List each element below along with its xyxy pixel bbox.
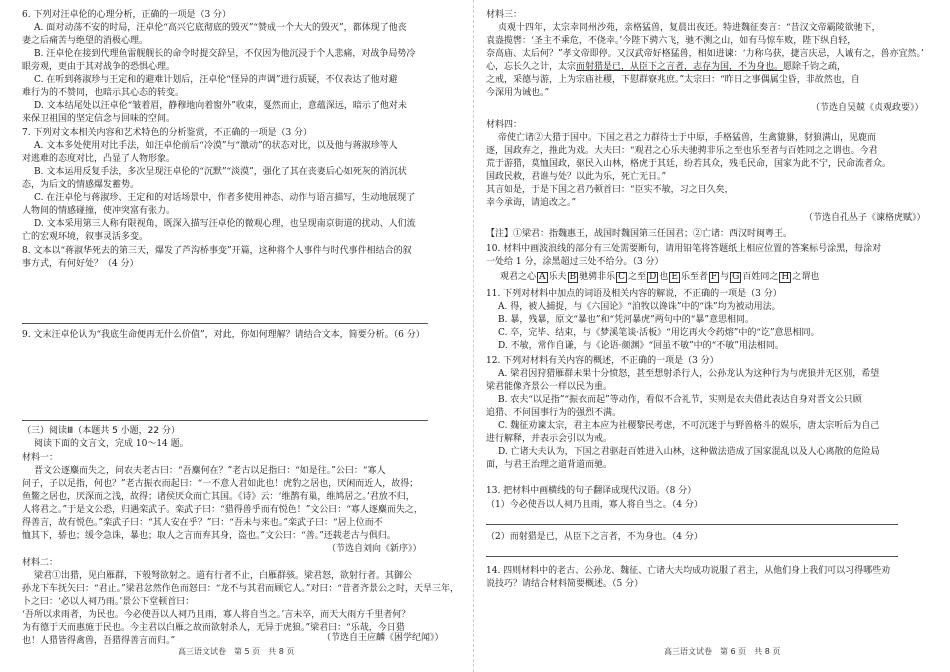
material3-line: 贞观十四年，太宗幸同州沙苑，亲格猛兽，复晨出夜还。特进魏征奏言：“昔汉文帝霸陵欲驰下， (498, 23, 881, 33)
material1-line: 人将君之。”于是文公恐，归遇栾武子。栾武子曰：“猎得兽乎而有悦色！”文公曰：“寡人逐麋而失之， (22, 505, 423, 515)
q10-text: 也 (659, 272, 669, 282)
q12-option-a-cont: 梁君能像齐景公一样以民为重。 (486, 382, 613, 392)
material4-line: 荒于游猎，莫恤国政，驱民入山林，格虎于其廷，纷若其众，残毛民命，国家为此不宁，民命流者众。 (486, 159, 892, 169)
material1-line: 鱼鳖之居也，厌深而之浅，故得；诸侯厌众而亡其国。《诗》云：‘维鹊有巢，维鸠居之。’君放不归， (22, 492, 415, 502)
q10-text: 乐至者 (680, 272, 708, 282)
q6-option-c: C. 在听到蒋淑珍与王定和的避难计划后，汪卓伦“怪异的声调”进行质疑，不仅表达了他对避 (34, 75, 398, 85)
q6-stem: 6. 下列对汪卓伦的心理分析，正确的一项是（3 分） (22, 10, 232, 20)
section3-title: （三）阅读Ⅲ（本题共 5 小题，22 分） (22, 426, 180, 436)
q10-text: 观君之心 (500, 272, 537, 282)
q6-option-a: A. 面对动荡不安的时局，汪卓伦“高兴它底彻底的毁灭”“赞成一个大大的毁灭”，都体现了他丧 (34, 23, 407, 33)
q10-mark-g[interactable]: G (732, 272, 740, 282)
q10-text: 驰骋非乐 (579, 272, 616, 282)
material1-source: （节选自刘向《新序》） (327, 544, 422, 554)
q10-text: 乐夫 (548, 272, 567, 282)
material3-line: 之戒，采德与游，上为宗庙社稷，下慰群寮兆庶。”太宗曰：“昨日之事偶属尘昏，非故然也，自 (486, 75, 860, 85)
material1-line: 问子，子以足指，何也？”老古振衣而起曰：“一不意人君如此也！虎豹之居也，厌闲而近人，故得； (22, 479, 419, 489)
q11-option-a: A. 得，被人捕捉，与《六国论》“洎牧以谗诛”中的“诛”均为被动用法。 (498, 302, 781, 312)
q13-answer-line-2 (486, 556, 898, 557)
material2-line: 梁君①出猎，见白雁群，下彀弩欲射之。道有行者不止，白雁群骇。梁君怒，欲射行者。其御公 (34, 571, 413, 581)
q13-stem: 13. 把材料中画横线的句子翻译成现代汉语。（8 分） (486, 486, 697, 496)
q7-option-b: B. 文本运用反复手法，多次呈现汪卓伦的“沉默”“淡漠”，强化了其在丧妻后心如死灰的消沉状 (34, 167, 407, 177)
material3-line-start: 心，忘长久之计， (486, 62, 559, 72)
q6-option-d-cont: 来保卫祖国的坚定信念与回味的空间。 (22, 114, 176, 124)
q7-option-d: D. 文本采用第三人称有限视角，既深入描写汪卓伦的微观心理，也呈现南京街道的扰动、人们流 (34, 219, 416, 229)
q11-option-d: D. 不敏，常作自谦，与《论语·颜渊》“回虽不敏”中的“不敏”用法相同。 (498, 341, 784, 351)
q8-answer-line (22, 323, 428, 324)
q10-text: 之谓也 (792, 272, 820, 282)
q6-option-d: D. 文本结尾处以汪卓伦“皱着眉，静穆地向着窗外”收束，戛然而止，意蕴深远，暗示了他对未 (34, 101, 407, 111)
page-divider (473, 0, 474, 672)
q10-mark-c[interactable]: C (618, 272, 626, 282)
q12-option-d: D. 亡诸大夫认为，下国之君驱赶百姓进入山林，这种做法造成了国家混乱以及人心离散的危险局 (498, 447, 880, 457)
q12-stem: 12. 下列对材料有关内容的概述，不正确的一项是（3 分） (486, 356, 719, 366)
material3-line: 奈高庙、太后何？”孝文帝即停。又汉武帝好格猛兽，相如进谏：‘力称乌获，捷言庆忌，人诚有之，兽亦宜然。’ (486, 49, 924, 59)
footnote: 【注】①梁君：指魏惠王，战国时魏国第三任国君；②亡诸：西汉时闽粤王。 (486, 229, 793, 239)
q6-option-c-cont: 难行为的不赞同，也暗示其心态的转变。 (22, 88, 185, 98)
q10-mark-a[interactable]: A (539, 272, 546, 282)
material2-label: 材料二： (22, 558, 59, 568)
material3-line (486, 62, 846, 73)
material2-line: 孙龙下车抚矢曰：“君止。”梁君忿然作色而怒曰：“龙不与其君而顾它人。”对曰：“昔者齐景公之时，天旱三年， (22, 584, 460, 594)
q10-mark-f[interactable]: F (710, 272, 718, 282)
q7-option-a-cont: 对逃难的态度对比，凸显了人物形象。 (22, 154, 176, 164)
q7-option-a: A. 文本多处使用对比手法，如汪卓伦前后“冷漠”与“激动”的状态对比，以及他与蒋淑珍等人 (34, 141, 398, 151)
q13-sentence-1: （1）今必使吾以人祠乃且雨，寡人将自当之。（4 分） (486, 500, 703, 510)
q9-stem: 9. 文末汪卓伦认为“我底生命便再无什么价值”，对此，你如何理解？请结合文本，简要分析。（6 分） (22, 330, 425, 340)
q10-mark-d[interactable]: D (649, 272, 657, 282)
q14-stem-cont: 说技巧？请结合材料简要概述。（5 分） (486, 579, 644, 589)
material2-line: ‘吾所以求雨者，为民也。今必使吾以人祠乃且雨，寡人将自当之。’言未卒，而天大雨方千里者何？ (22, 610, 411, 620)
q7-option-c-cont: 人物间的情感碰撞，使冲突富有张力。 (22, 206, 176, 216)
q9-answer-line (22, 420, 428, 421)
material2-line: 也！人猎皆得禽兽，吾猎得善言而归。” (22, 636, 176, 646)
material2-line: 为有德于天而惠施于民也。今主君以白雁之故而欲射杀人，无异于虎狼。”梁君曰：“乐哉，今日猎 (22, 623, 405, 633)
material1-line: 晋文公逐麋而失之，问农夫老古曰：“吾麋何在？”老古以足指曰：“如是往。”公曰：“寡人 (34, 466, 386, 476)
material3-line: 今深用为诫也。” (486, 88, 550, 98)
q10-text: 百姓同之 (742, 272, 779, 282)
q10-mark-e[interactable]: E (671, 272, 678, 282)
q12-option-a: A. 梁君因狩猎雁群未果十分愤怒，甚至想射杀行人，公孙龙认为这种行为与虎狼并无区别，希望 (498, 369, 880, 379)
material4-line: 其言如是，于是下国之君乃顿首曰：“臣实不敏，习之日久矣， (486, 185, 734, 195)
q10-text: 与 (720, 272, 730, 282)
q13-sentence-2: （2）而射猎是已，从臣下之言者，不为身也。（4 分） (486, 532, 703, 542)
q10-mark-h[interactable]: H (781, 272, 790, 282)
material1-label: 材料一： (22, 453, 59, 463)
material1-line: 恤其下，骄也；缓令急诛，暴也；取人之言而弃其身，盗也。”文公曰：“善。”还载老古与俱归。 (22, 531, 396, 541)
material3-source: （节选自吴兢《贞观政要》） (811, 103, 924, 113)
q7-option-b-cont: 态，为后文的情感爆发蓄势。 (22, 180, 140, 190)
q12-option-c-cont: 进行解释，并表示会引以为戒。 (486, 434, 613, 444)
material3-line: 袁盎揽辔：‘圣主不乘危，不侥幸。’今陛下骋六飞，驰不测之山，如有马惊车败，陛下纵自轻， (486, 36, 857, 46)
material3-line-end: 愿除千钧之疏， (783, 62, 847, 72)
q12-option-d-cont: 面，与君王治理之道背道而驰。 (486, 460, 613, 470)
q13-answer-line-1 (486, 524, 898, 525)
q6-option-b-cont: 眼旁观，更由于其对战争的恐惧心理。 (22, 62, 176, 72)
q10-sentence (500, 272, 819, 283)
material4-line: 逐，国政弃之，推此为戏。大夫曰：“观君之心乐夫驰骋非乐之至也乐至者与百姓同之之谓也。今君 (486, 146, 878, 156)
material3-underlined-sentence: 而射猎是已，从臣下之言者，志存为国，不为身也。 (576, 62, 784, 72)
q8-stem-cont: 事方式，有何好处？（4 分） (22, 259, 139, 269)
q7-stem: 7. 下列对文本相关内容和艺术特色的分析鉴赏，不正确的一项是（3 分） (22, 128, 313, 138)
page-footer-right: 高三语文试卷 第 6 页 共 8 页 (664, 647, 781, 656)
q11-option-c: C. 卒，完毕、结束，与《梦溪笔谈·活板》“用讫再火令药熔”中的“讫”意思相同。 (498, 328, 820, 338)
q12-option-c: C. 魏征劝谏太宗，君主本应为社稷黎民考虑，不可沉迷于与野兽格斗的娱乐，唐太宗听后为自己 (498, 421, 880, 431)
q11-option-b: B. 暴，残暴，原文“暴也”和“凭河暴虎”两句中的“暴”意思相同。 (498, 315, 754, 325)
q7-option-c: C. 在汪卓伦与蒋淑珍、王定和的对话场景中，作者多使用神态、动作与语言描写，生动地展现了 (34, 193, 416, 203)
q6-option-a-cont: 妻之后痛苦与绝望的消极心理。 (22, 36, 149, 46)
material2-line: 卜之曰：‘必以人祠乃雨。’景公下堂顿首曰： (22, 597, 195, 607)
q10-stem-cont: 一处给 1 分，涂黑超过三处不给分。（3 分） (486, 257, 664, 267)
material4-line: 幸今承诲，请追改之。” (486, 198, 577, 208)
material2-source: （节选自王应麟《困学纪闻》） (322, 633, 444, 643)
q14-stem: 14. 四则材料中的老古、公孙龙、魏征、亡诸大夫均成功说服了君主，从他们身上我们可以习得哪些劝 (486, 566, 891, 576)
material4-line: 帝使亡诸②大猎于国中。下国之君之力群待士于中原，手格猛兽，生禽貔貅，豺狼满山，见鹿而 (498, 133, 877, 143)
material4-line: 国政民救，君谁与处？以此为乐，死亡无日。” (486, 172, 667, 182)
q12-option-b: B. 农夫“以足指”“振衣而起”等动作，看似不合礼节，实则是农夫借此表达自身对晋文公只顾 (498, 395, 862, 405)
material3-line-mid: 太宗 (558, 62, 577, 72)
q12-option-b-cont: 追猎、不问国事行为的强烈不满。 (486, 408, 622, 418)
q11-stem: 11. 下列对材料中加点的词语及相关内容的解说，不正确的一项是（3 分） (486, 289, 782, 299)
q6-option-b: B. 汪卓伦在接到代理鱼雷舰舰长的命令时提交辞呈，不仅因为他沉浸于个人悲痛，对战争局势冷 (34, 49, 416, 59)
q10-mark-b[interactable]: B (569, 272, 577, 282)
q7-option-d-cont: 亡的宏观环境，叙事灵活多变。 (22, 232, 149, 242)
page-footer-left: 高三语文试卷 第 5 页 共 8 页 (178, 647, 295, 656)
material1-line: 得善言，故有悦色。”栾武子曰：“其人安在乎？”曰：“吾未与来也。”栾武子曰：“居上位而不 (22, 518, 383, 528)
material3-label: 材料三： (486, 10, 523, 20)
q10-text: 之至 (628, 272, 647, 282)
q10-stem: 10. 材料中画波浪线的部分有三处需要断句，请用铅笔将答题纸上相应位置的答案标号涂黑，每涂对 (486, 244, 882, 254)
material4-source: （节选自孔丛子《谏格虎赋》） (804, 213, 926, 223)
q8-stem: 8. 文本以“蒋淑华死去的第三天，爆发了芦沟桥事变”开篇，这种将个人事件与时代事件相结合的叙 (22, 246, 412, 256)
material4-label: 材料四： (486, 120, 523, 130)
section3-instructions: 阅读下面的文言文，完成 10～14 题。 (34, 439, 189, 449)
